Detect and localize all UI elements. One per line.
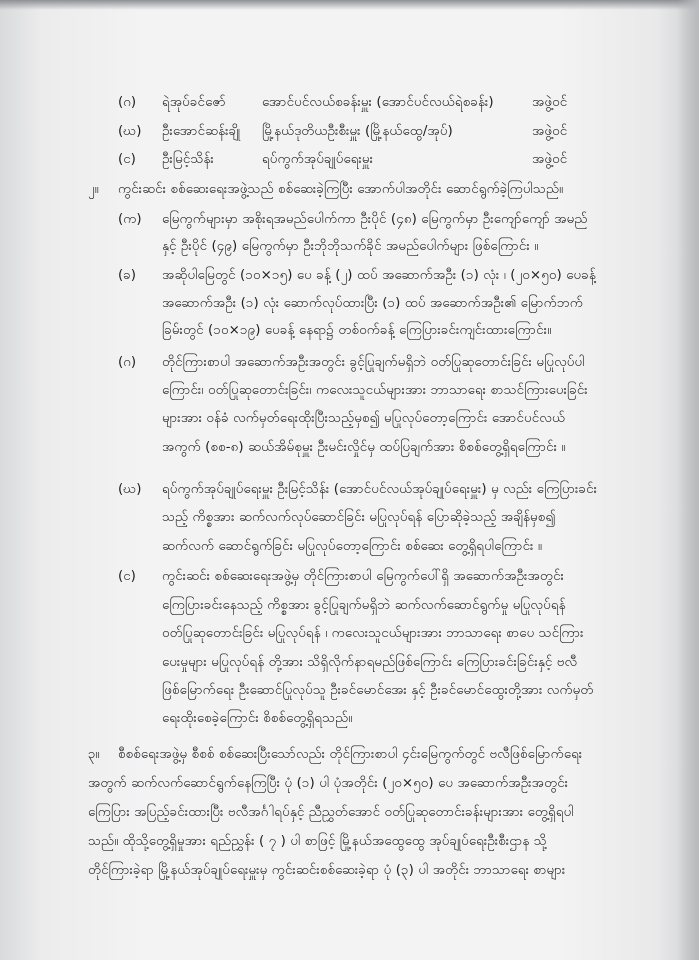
item-line: နှင့် ဦးပိုင် (၄၉) မြေကွက်မှာ ဦးဘိုဘိုသက်ခိုင် အမည်ပေါက်များ ဖြစ်ကြောင်း ။: [162, 239, 539, 254]
attendee-role: အဖွဲ့ဝင်: [532, 152, 568, 167]
item-line: အဆိုပါမြေတွင် (၁၀×၁၅) ပေ ခန့် (၂) ထပ် အဆောက်အဦး (၁) လုံး ၊ (၂၀×၅၀) ပေခန့်: [162, 268, 596, 283]
section-line: စီစစ်ရေးအဖွဲ့မှ စီစစ် စစ်ဆေးပြီးသော်လည်း တိုင်ကြားစာပါ ၄င်းမြေကွက်တွင် ဗလီဖြစ်မြောက်ရေး: [118, 747, 583, 762]
section-number: ၃။: [88, 747, 100, 762]
item-line: ရပ်ကွက်အုပ်ချုပ်ရေးမှူး ဦးမြင့်သိန်း (အောင်ပင်လယ်အုပ်ချုပ်ရေးမှူး) မှ လည်း ကြေပြားခင်း: [162, 482, 598, 497]
item-number: (ဂ): [118, 355, 137, 370]
item-line: များအား ဝန်ခံ လက်မှတ်ရေးထိုးပြီးသည့်မှစ၍ မပြုလုပ်တော့ကြောင်း အောင်ပင်လယ်: [162, 411, 566, 426]
attendee-position: အောင်ပင်လယ်စခန်းမှူး (အောင်ပင်လယ်ရဲစခန်း): [262, 95, 494, 110]
item-line: သည့် ကိစ္စအား ဆက်လက်လုပ်ဆောင်ခြင်း မပြုလုပ်ရန် ပြောဆိုခဲ့သည့် အချိန်မှစ၍: [162, 510, 556, 525]
attendee-position: ရပ်ကွက်အုပ်ချုပ်ရေးမှူး: [262, 152, 374, 167]
attendee-name: ရဲအုပ်ခင်ဇော်: [162, 95, 226, 110]
item-line: အကွက် (စစ-၈) ဆယ်အိမ်စုမှူး ဦးမင်းလှိုင်မှ ထပ်ပြချက်အား စိစစ်တွေ့ရှိရကြောင်း ။: [162, 440, 566, 455]
section-number: ၂။: [88, 182, 99, 197]
attendee-number: (ဃ): [118, 124, 142, 139]
section-line: အတွက် ဆက်လက်ဆောင်ရွက်နေကြပြီး ပုံ (၁) ပါ ပုံအတိုင်း (၂၀×၅၀) ပေ အဆောက်အဦးအတွင်း: [88, 776, 569, 791]
item-line: ဖြစ်မြောက်ရေး ဦးဆောင်ပြုလုပ်သူ ဦးခင်မောင်အေး နှင့် ဦးခင်မောင်ထွေးတို့အား လက်မှတ်: [162, 683, 594, 698]
section-line: သည်။ ထိုသို့တွေ့ရှိမှုအား ရည်ညွှန်း ( ၇ ) ပါ စာဖြင့် မြို့နယ်အထွေထွေ အုပ်ချုပ်ရေးဦးစီးဌာန သို့: [88, 834, 547, 849]
item-line: ဆက်လက် ဆောင်ရွက်ခြင်း မပြုလုပ်တော့ကြောင်း စစ်ဆေး တွေ့ရှိရပါကြောင်း ။: [162, 539, 543, 554]
section-line: တိုင်ကြားခဲ့ရာ မြို့နယ်အုပ်ချုပ်ရေးမှူးမှ ကွင်းဆင်းစစ်ဆေးခဲ့ရာ ပုံ (၃) ပါ အတိုင်း ဘာသာရေး စာများ: [88, 863, 566, 878]
item-line: ကွင်းဆင်း စစ်ဆေးရေးအဖွဲ့မှ တိုင်ကြားစာပါ မြေကွက်ပေါ်ရှိ အဆောက်အဦးအတွင်း: [162, 569, 564, 584]
attendee-name: ဦးအောင်ဆန်းချို: [162, 124, 241, 139]
item-line: ခြမ်းတွင် (၁၀×၁၉) ပေခန့် နေရာ၌ တစ်ဝက်ခန့် ကြေပြားခင်းကျင်းထားကြောင်း။: [162, 323, 552, 338]
attendee-name: ဦးမြင့်သိန်း: [162, 152, 214, 167]
attendee-role: အဖွဲ့ဝင်: [532, 124, 568, 139]
item-line: ဝတ်ပြုဆုတောင်းခြင်း မပြုလုပ်ရန် ၊ ကလေးသူငယ်များအား ဘာသာရေး စာပေ သင်ကြား: [162, 626, 584, 641]
attendee-position: မြို့နယ်ဒုတိယဦးစီးမှူး (မြို့နယ်ထွေ/အုပ်): [262, 124, 453, 139]
attendee-number: (င): [118, 152, 136, 167]
item-line: ကြောင်း၊ ဝတ်ပြုဆုတောင်းခြင်း၊ ကလေးသူငယ်များအား ဘာသာရေး စာသင်ကြားပေးခြင်း: [162, 383, 588, 398]
attendee-number: (ဂ): [118, 95, 137, 110]
item-line: မြေကွက်များမှာ အစိုးရအမည်ပေါက်ကာ ဦးပိုင် (၄၈) မြေကွက်မှာ ဦးကျော်ကျော် အမည်: [162, 212, 588, 227]
item-line: ပေးမှုများ မပြုလုပ်ရန် တို့အား သိရှိလိုက်နာရမည်ဖြစ်ကြောင်း ကြေပြားခင်းခြင်းနှင့် ဗလီ: [162, 655, 578, 670]
item-number: (င): [118, 569, 136, 584]
item-number: (ခ): [118, 268, 136, 283]
attendee-role: အဖွဲ့ဝင်: [532, 95, 568, 110]
item-number: (ဃ): [118, 482, 142, 497]
item-line: တိုင်ကြားစာပါ အဆောက်အဦးအတွင်း ခွင့်ပြုချက်မရှိဘဲ ဝတ်ပြုဆုတောင်းခြင်း မပြုလုပ်ပါ: [162, 355, 585, 370]
item-number: (က): [118, 212, 142, 227]
item-line: အဆောက်အဦး (၁) လုံး ဆောက်လုပ်ထားပြီး (၁) ထပ် အဆောက်အဦး၏ မြောက်ဘက်: [162, 296, 584, 311]
section-line: ကြေပြား အပြည့်ခင်းထားပြီး ဗလီအင်္ဂါရပ်နှင့် ညီညွှတ်အောင် ဝတ်ပြုဆုတောင်းခန်းများအား တွေ့ရှိရပါ: [88, 805, 574, 820]
item-line: ရေးထိုးစေခဲ့ကြောင်း စိစစ်တွေ့ရှိရသည်။: [162, 711, 353, 726]
section-intro: ကွင်းဆင်း စစ်ဆေးရေးအဖွဲ့သည် စစ်ဆေးခဲ့ကြပြီး အောက်ပါအတိုင်း ဆောင်ရွက်ခဲ့ကြပါသည်။: [118, 182, 564, 197]
item-line: ကြေပြားခင်းနေသည့် ကိစ္စအား ခွင့်ပြုချက်မရှိဘဲ ဆက်လက်ဆောင်ရွက်မှု မပြုလုပ်ရန်: [162, 598, 566, 613]
